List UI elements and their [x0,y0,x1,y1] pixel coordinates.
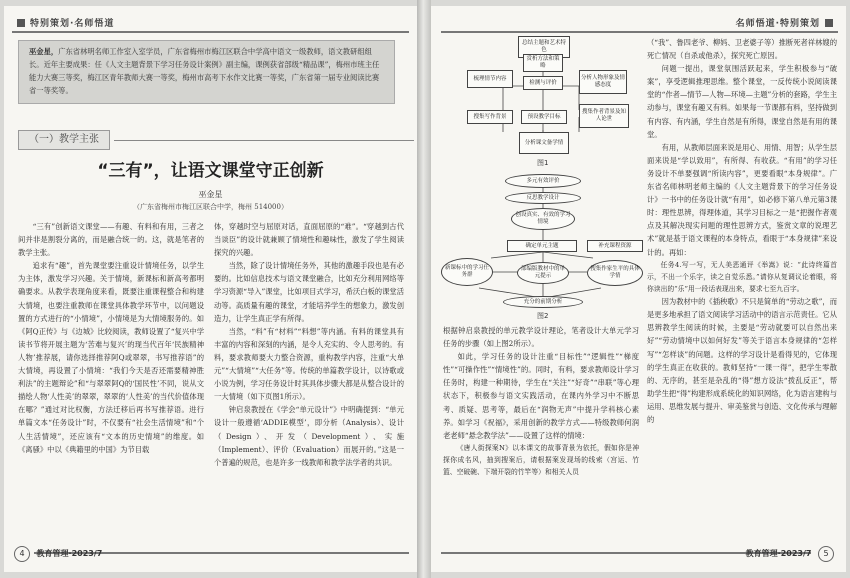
author-bio-text: 广东省林明名师工作室入室学员，广东省梅州市梅江区联合中学高中语文一级教师，语文教研组组长。近年主要成果：任《人文主题背景下学习任务设计案例》副主编，课例获省部级“精品课”，梅州市班主任能力大赛三等奖，梅江区青年教师大赛一等奖，梅州市高考下水作文比赛一等奖，广东省第一届专业阅读比赛省一等奖等。 [29,47,380,95]
fig2-node: 确定单元主题 [507,240,577,252]
paragraph: 体，穿越时空与屈原对话，直面屈原的“难”。“穿越到古代当谈臣”的设计就兼顾了情境性和趣味性，激发了学生阅读探究的兴趣。 [214,222,404,258]
right-page-number: 5 [818,546,834,562]
fig2-node: 搜集作家生平的具体学情 [587,260,643,286]
author-bio-box [18,40,395,104]
fig2-node: 补充课程资源 [587,240,643,252]
right-page [431,6,846,572]
book-gutter [417,0,431,578]
right-column-2 [647,36,837,426]
left-header-rule [12,31,409,33]
fig1-node: 搜集写作背景 [467,110,513,124]
right-column-1 [443,324,639,478]
header-square-icon [825,19,833,27]
fig2-node: 部编版教材中的单元提示 [517,262,569,284]
left-header-text: 特别策划·名师悟道 [30,19,115,29]
left-journal-name: 教育管理·2023/7 [36,549,103,558]
fig1-node: 搜集作者背景及知人论世 [579,104,629,128]
paragraph: 问题一提出，课堂氛围活跃起来，学生积极参与“破案”，享受逻辑推理思维。整个课堂，一反传统小说阅读课堂的“作者—情节—人物—环境—主题”分析的套路，学生主动参与，课堂有趣又有料。如果每一节课都有料，坚持做到有内容、有内涵，学生自然是有所得，课堂自然是有用的课堂。 [647,64,837,139]
paragraph: 钟启泉教授在《学会“单元设计”》中明确提到：“单元设计一般遵循‘ADDIE模型’，即分析（Analysis）、设计（Design）、开发（Development）、实施（Implement）、评价（Evaluation）而展开的。”这是一个普遍的规范，也是许多一线教师和教学法学者的共识。 [214,405,404,467]
figure-2-connectors [431,6,651,336]
section-tab [18,130,414,150]
right-header-text: 名师悟道·特别策划 [735,19,820,29]
header-square-icon [17,19,25,27]
fig2-node: 创设真实、有效的学习情境 [511,208,575,230]
author-bio-name: 巫金星， [29,47,59,56]
figure-2-caption: 图2 [537,312,549,320]
left-column-1 [18,220,204,456]
right-running-header [736,16,838,29]
fig2-node: 反思教学设计 [505,192,581,204]
right-journal-name: 教育管理·2023/7 [745,549,812,558]
left-footer [14,546,102,562]
paragraph: 当然，除了设计情境任务外，其他的激趣手段也是有必要的。比如信息技术与语文课堂融合，比如充分利用网络等学习资源“导入”课堂，比如项目式学习，希沃白板的课堂活动等。高质量有趣的课堂，才能培养学生的想象力，激发创造力，让学生真正学有所得。 [214,261,404,323]
section-rule [114,140,414,141]
left-column-2 [214,220,404,469]
article-affiliation: （广东省梅州市梅江区联合中学，梅州 514000） [133,203,288,211]
paragraph: 根据钟启泉教授的单元教学设计理论，笔者设计大单元学习任务的步骤（如上图2所示）。 [443,326,639,349]
paragraph: “三有”创新语文课堂——有趣、有料和有用，三者之间并非是割裂分离的，而是融合统一的。这，就是笔者的教学主张。 [18,222,204,258]
fig1-node: 检测与评价 [523,76,563,90]
fig2-node: 新课标中的学习任务群 [441,258,493,286]
paragraph: 如此，学习任务的设计注重“目标性”“逻辑性”“梯度性”“可操作性”“情境性”的。同时，有料，要求教师设计学习任务时，构建一种期待，学生在“关注”“好奇”“串联”等心理状态下，积极参与语文实践活动，在课内外学习中不断思考、质疑、思考等，最后在“润物无声”中提升学科核心素养。如学习《祝福》，采用创新的教学方式——特级教师何润老老师“悬念教学法”——设置了这样的情境： [443,352,639,440]
fig1-node: 赏析方法和策略 [523,54,563,72]
fig2-node: 充分的前期分析 [503,296,583,308]
fig1-node: 预设教学目标 [521,110,567,124]
article-byline: 巫金星 [198,190,223,199]
left-running-header [12,16,114,29]
left-page-number: 4 [14,546,30,562]
fig1-node: 总结主题和艺术特色 [518,36,570,58]
left-page [4,6,417,572]
paragraph: 《唐人街探案N》以本课文的故事背景为依托，假如你是神探你成名风，抽到搜案后，请根据案发现场的线索（宫运、竹篮、空破碗、下端开裂的竹竿等）和相关人员 [443,443,639,477]
paragraph: 有用，从教师层面来说是用心、用情、用智；从学生层面来说是“学以致用”，有所得、有收获。“有用”的学习任务设计不单要强调“所读内容”，更要看眼“本身规律”。广东省名师林明老师主编的《人文主题背景下的学习任务设计》一书中的任务设计就“有用”，如必修下第八单元第3课时：理性思辨，得理体道，其学习目标之一是“把握作者观点及其解决现实问题的理性思辨方式，鉴赏文章的说理艺术”就是基于语文课程的本身特点，看眼于“本身规律”来设计的。再如： [647,142,837,257]
section-label: （一）教学主张 [18,130,110,150]
article-title: “三有”，让语文课堂守正创新 [97,161,324,181]
fig2-node: 多元有效评价 [505,174,581,188]
fig1-node: 分析人物形象及情感态度 [579,70,627,94]
fig1-node: 分析课文备学情 [519,132,569,154]
paragraph: 因为教材中的《插秧歌》不只是简单的“劳动之歌”，而是更多地承担了语文阅读学习活动中的语言示范责任。它从思辨教学生阅读的时候，主要是“劳动就要可以自然出来好”“劳动情境中以如何好发”等关于语言本身规律的“怎样写”“怎样谈”的问题。这样的学习设计是看得见的，它体现的学生真正在收获的。教师坚持“一课一得”，把学生零散的、无序的，甚至是杂乱的“得”想方设法“拨乱反正”，帮助学生把“得”构建形成系统化的知识网络，化为语言建构与运用、思维发展与提升、审美鉴赏与创造、文化传承与理解的 [647,297,837,425]
fig1-node: 梳理情节内容 [467,70,513,88]
paragraph: （“我”、鲁四老爷、柳妈、卫老婆子等）推断死者祥林嫂的死亡情况（自杀或他杀），探究死亡原因。 [647,38,837,61]
paragraph: 任务4.写一写，无人美恶通评《举嵩》说：“此诗终篇首示，不出一个乐字，读之自觉乐悉。”请你从复调议论着眼，将你读出的“乐”用一段话表现出来，要求七至九百字。 [647,260,837,293]
figure-1-caption: 图1 [537,159,549,167]
right-footer [746,546,834,562]
paragraph: 追求有“趣”，首先课堂要注重设计情境任务，以学生为主体，激发学习兴趣。关于情境，新课标和新高考都明确要求。从教学表现角度来看，既要注重课程整合和构建大情境，也要注重教师在课堂具体教学环节中，以问题设置的方式进行的“小情境”，小情境是为大情境服务的。如《阿Q正传》与《边城》比较阅读，教师设置了“复兴中学读书节将开展主题为‘苦难与复兴’的现当代百年‘民族精神人物’推荐展，请你选择推荐阿Q或翠翠，书写推荐语”的大情境，再设置了小情境：“我们今天是否还需要精神胜利法”的主题辩论”和“与翠翠阿Q的‘国民性’不同，说从文描绘人物‘人性美’的翠翠，翠翠的‘人性美’的当代价值体现在哪？”通过对比权衡，方法迁移后再书写推荐语。进行单篇文本“任务设计”时，不仅要有“社会生活情境”和“个人生活情境”，还应该有“文本的历史情境”的维度。如《离骚》中以《典籍里的中国》为节目载 [18,261,204,454]
paragraph: 当然，“料”有“材料”“料想”等内涵。有料的课堂具有丰富的内容和深刻的内涵，是令人充实的、令人思考的。有料，要求教师要大力整合资源，重构教学内容，注重“大单元”“大情境”“大任务”等。传统的单篇教学设计，以诗歌或小说为例，学习任务设计时其具体步骤大都是从整合设计的一大情境（如下页图1所示）。 [214,326,404,402]
